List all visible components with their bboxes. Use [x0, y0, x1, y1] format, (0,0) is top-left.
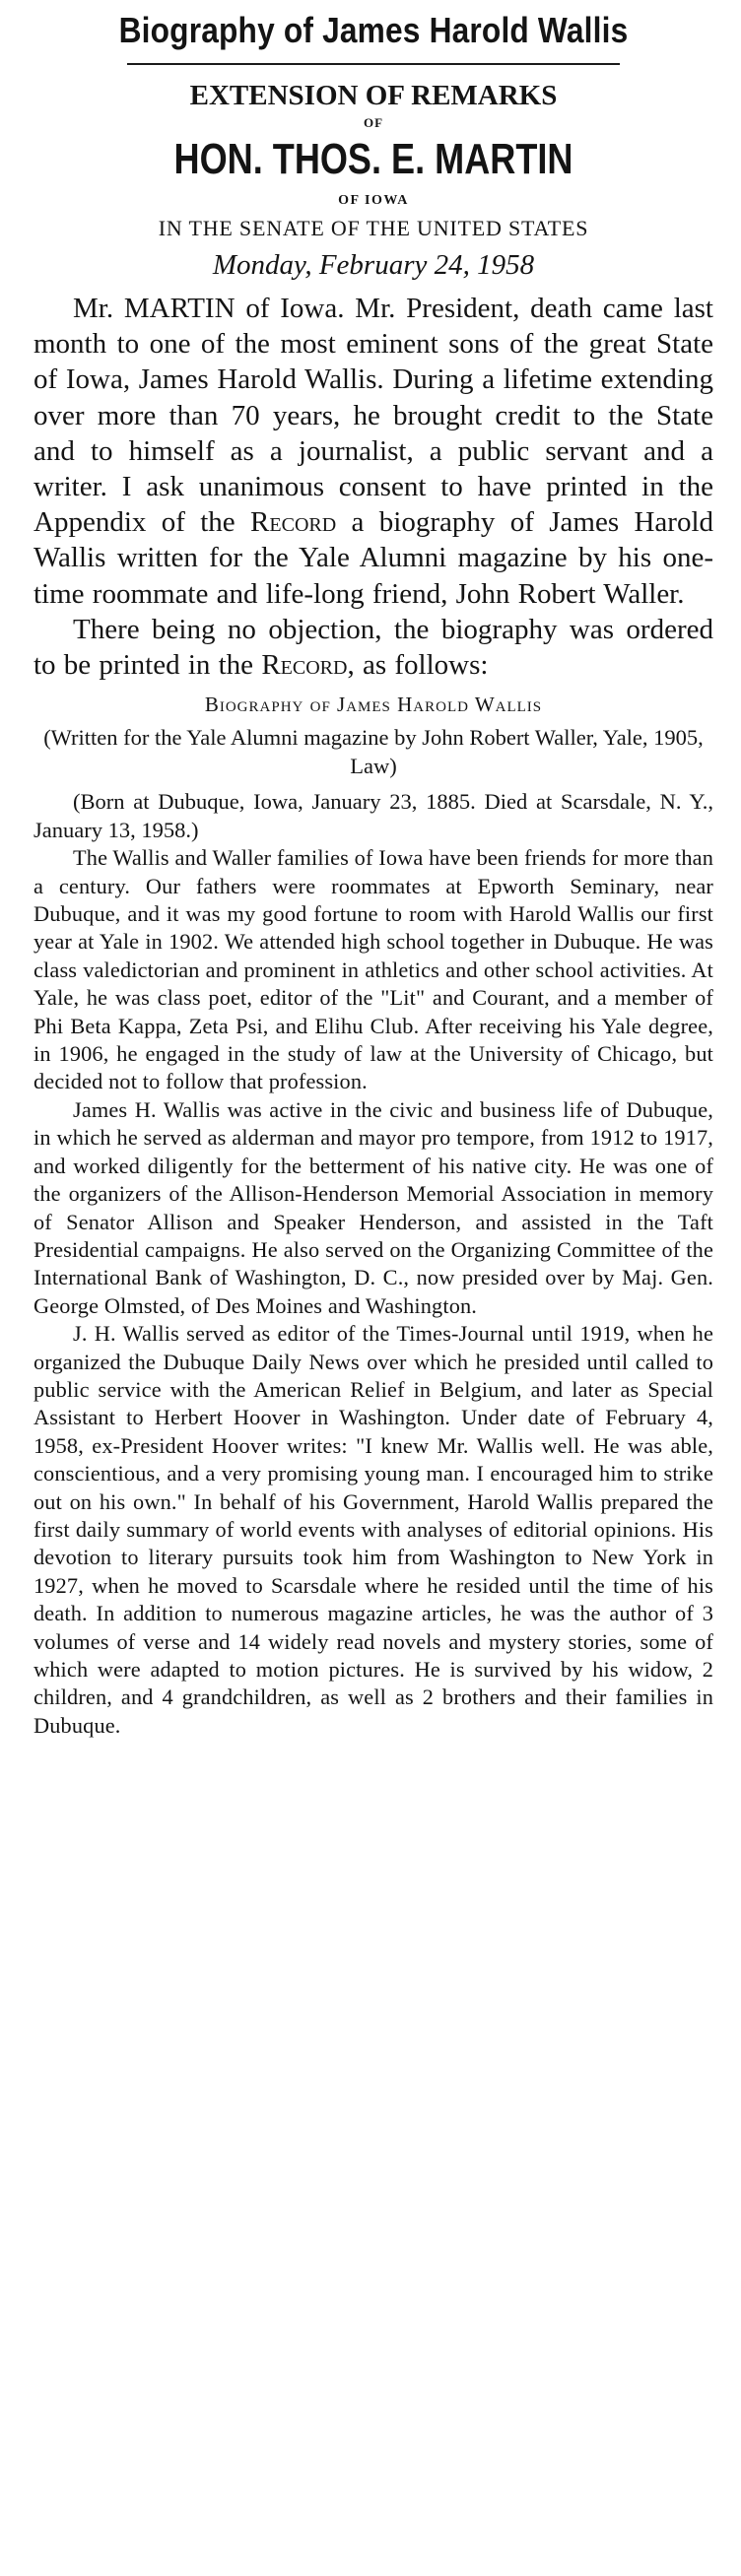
biography-paragraph: J. H. Wallis served as editor of the Times-Journal until 1919, when he organized the Dubuque Daily News over which he presided until called to public service with the American Relief in Belgium, and later as Special Assistant to Herbert Hoover in Washington. Under date of February 4, 1958, ex-President Hoover writes: "I knew Mr. Wallis well. He was able, conscientious, and a very promising young man. I encouraged him to strike out on his own." In behalf of his Government, Harold Wallis prepared the first daily summary of world events with analyses of editorial opinions. His devotion to literary pursuits took him from Washington to New York in 1927, when he moved to Scarsdale where he resided until the time of his death. In addition to numerous magazine articles, he was the author of 3 volumes of verse and 14 widely read novels and mystery stories, some of which were adapted to motion pictures. He is survived by his widow, 2 children, and 4 grandchildren, as well as 2 brothers and their families in Dubuque. — [34, 1321, 713, 1738]
intro-paragraph-1 — [34, 291, 713, 612]
record-term: Record — [261, 649, 348, 682]
record-term: Record — [250, 506, 337, 539]
member-name: HON. THOS. E. MARTIN — [173, 135, 573, 183]
intro-p1-text: Mr. MARTIN of Iowa. Mr. President, death came last month to one of the most eminent sons of the great State of Iowa, James Harold Wallis. During a lifetime extending over more than 70 years, he brought credit to the State and to himself as a journalist, a public servant and a writer. I ask unanimous consent to have printed in the Appendix of the — [34, 293, 713, 539]
member-state: OF IOWA — [338, 193, 409, 208]
extension-of-remarks-heading: EXTENSION OF REMARKS — [189, 80, 558, 111]
intro-p2-text-end: , as follows: — [347, 649, 489, 682]
biography-heading: Biography of James Harold Wallis — [204, 693, 543, 717]
biography-dates: (Born at Dubuque, Iowa, January 23, 1885. Died at Scarsdale, N. Y., January 13, 1958.) — [34, 789, 713, 842]
intro-p2-text: There being no objection, the biography was ordered to be printed in the — [34, 613, 713, 682]
title-divider — [127, 63, 620, 65]
intro-paragraph-2 — [34, 612, 713, 683]
biography-paragraph: James H. Wallis was active in the civic and business life of Dubuque, in which he served as alderman and mayor pro tempore, from 1912 to 1917, and worked diligently for the betterment of his native city. He was one of the organizers of the Allison-Henderson Memorial Association in memory of Senator Allison and Speaker Henderson, and assisted in the Taft Presidential campaigns. He also served on the Organizing Committee of the International Bank of Washington, D. C., now presided over by Maj. Gen. George Olmsted, of Des Moines and Washington. — [34, 1096, 713, 1318]
biography-paragraph: The Wallis and Waller families of Iowa have been friends for more than a century. Our fathers were roommates at Epworth Seminary, near Dubuque, and it was my good fortune to room with Harold Wallis our first year at Yale in 1902. We attended high school together in Dubuque. He was class valedictorian and prominent in athletics and other school activities. At Yale, he was class poet, editor of the "Lit" and Courant, and a member of Phi Beta Kappa, Zeta Psi, and Elihu Club. After receiving his Yale degree, in 1906, he engaged in the study of law at the University of Chicago, but decided not to follow that profession. — [34, 845, 713, 1094]
session-date: Monday, February 24, 1958 — [212, 249, 535, 281]
chamber-line: IN THE SENATE OF THE UNITED STATES — [158, 216, 589, 240]
article-title: Biography of James Harold Wallis — [118, 10, 629, 50]
of-connector: OF — [363, 115, 384, 130]
intro-p1-text-end: a biography of James Harold Wallis written for the Yale Alumni magazine by his one-time roommate and life-long friend, John Robert Waller. — [34, 506, 713, 610]
biography-attribution: (Written for the Yale Alumni magazine by John Robert Waller, Yale, 1905, Law) — [43, 725, 704, 778]
